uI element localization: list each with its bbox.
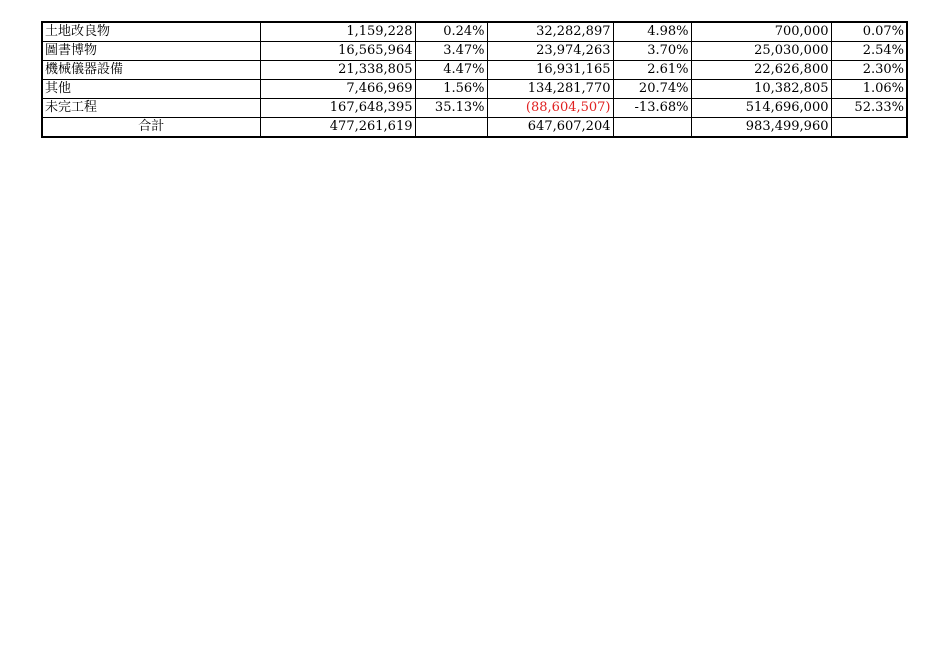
- amount-b-cell: 23,974,263: [487, 42, 613, 61]
- item-label-cell: 機械儀器設備: [42, 61, 260, 80]
- total-label-cell: 合計: [42, 118, 260, 138]
- total-percent-c-cell: [831, 118, 907, 138]
- amount-a-cell: 167,648,395: [260, 99, 415, 118]
- percent-c-cell: 2.30%: [831, 61, 907, 80]
- item-label-cell: 未完工程: [42, 99, 260, 118]
- table-row: [42, 99, 907, 118]
- amount-b-cell: 16,931,165: [487, 61, 613, 80]
- item-label-cell: 其他: [42, 80, 260, 99]
- item-label-cell: 圖書博物: [42, 42, 260, 61]
- amount-a-cell: 16,565,964: [260, 42, 415, 61]
- table-row: [42, 22, 907, 42]
- amount-a-cell: 21,338,805: [260, 61, 415, 80]
- table-row: [42, 80, 907, 99]
- percent-b-cell: -13.68%: [613, 99, 691, 118]
- amount-b-cell: (88,604,507): [487, 99, 613, 118]
- percent-a-cell: 35.13%: [415, 99, 487, 118]
- percent-a-cell: 4.47%: [415, 61, 487, 80]
- percent-b-cell: 4.98%: [613, 22, 691, 42]
- percent-c-cell: 0.07%: [831, 22, 907, 42]
- item-label-cell: 土地改良物: [42, 22, 260, 42]
- percent-b-cell: 20.74%: [613, 80, 691, 99]
- percent-c-cell: 1.06%: [831, 80, 907, 99]
- percent-a-cell: 0.24%: [415, 22, 487, 42]
- percent-a-cell: 1.56%: [415, 80, 487, 99]
- percent-c-cell: 52.33%: [831, 99, 907, 118]
- percent-b-cell: 3.70%: [613, 42, 691, 61]
- percent-c-cell: 2.54%: [831, 42, 907, 61]
- amount-c-cell: 700,000: [691, 22, 831, 42]
- total-percent-a-cell: [415, 118, 487, 138]
- amount-b-cell: 32,282,897: [487, 22, 613, 42]
- amount-c-cell: 22,626,800: [691, 61, 831, 80]
- percent-a-cell: 3.47%: [415, 42, 487, 61]
- table-row: [42, 42, 907, 61]
- total-amount-a-cell: 477,261,619: [260, 118, 415, 138]
- amount-a-cell: 7,466,969: [260, 80, 415, 99]
- percent-b-cell: 2.61%: [613, 61, 691, 80]
- total-percent-b-cell: [613, 118, 691, 138]
- table-body: [42, 22, 907, 137]
- amount-a-cell: 1,159,228: [260, 22, 415, 42]
- total-row: [42, 118, 907, 138]
- table-row: [42, 61, 907, 80]
- amount-b-cell: 134,281,770: [487, 80, 613, 99]
- budget-table: [41, 21, 908, 138]
- amount-c-cell: 10,382,805: [691, 80, 831, 99]
- total-amount-b-cell: 647,607,204: [487, 118, 613, 138]
- amount-c-cell: 514,696,000: [691, 99, 831, 118]
- amount-c-cell: 25,030,000: [691, 42, 831, 61]
- total-amount-c-cell: 983,499,960: [691, 118, 831, 138]
